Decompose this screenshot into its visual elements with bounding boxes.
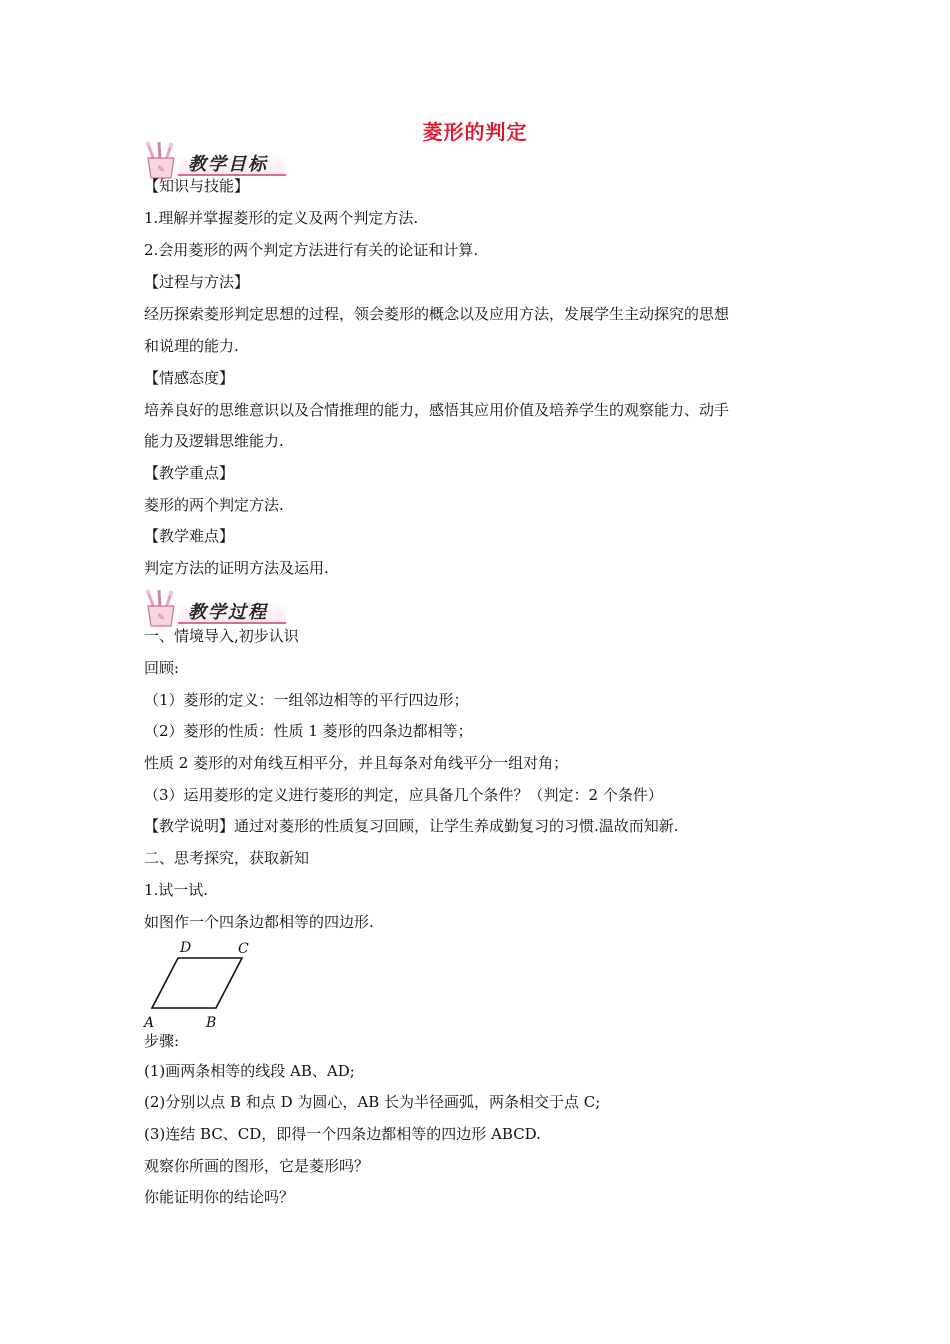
text-line: 能力及逻辑思维能力. — [144, 432, 284, 450]
text-line: 经历探索菱形判定思想的过程，领会菱形的概念以及应用方法，发展学生主动探究的思想 — [144, 305, 730, 323]
vertex-label-a: A — [144, 1015, 155, 1031]
text-line: (2)分别以点 B 和点 D 为圆心，AB 长为半径画弧，两条相交于点 C; — [144, 1093, 601, 1111]
text-line: （3）运用菱形的定义进行菱形的判定，应具备几个条件？（判定：2 个条件） — [144, 786, 663, 804]
text-line: 1.理解并掌握菱形的定义及两个判定方法. — [144, 209, 419, 227]
text-line: (3)连结 BC、CD，即得一个四条边都相等的四边形 ABCD. — [144, 1125, 541, 1143]
text-line: (1)画两条相等的线段 AB、AD; — [144, 1062, 355, 1080]
rhombus-outline — [152, 958, 242, 1008]
section-heading: 二、思考探究，获取新知 — [144, 849, 310, 867]
section-heading: 【情感态度】 — [144, 369, 235, 387]
rhombus-figure — [140, 936, 260, 1036]
section-heading: 【教学重点】 — [144, 464, 235, 482]
text-line: 和说理的能力. — [144, 337, 239, 355]
section-heading: 【教学难点】 — [144, 527, 235, 545]
vertex-label-b: B — [206, 1015, 217, 1031]
text-line: 你能证明你的结论吗？ — [144, 1188, 295, 1206]
text-line: 步骤: — [144, 1032, 180, 1050]
text-line: （2）菱形的性质：性质 1 菱形的四条边都相等； — [144, 722, 473, 740]
text-line: 性质 2 菱形的对角线互相平分，并且每条对角线平分一组对角； — [144, 754, 569, 772]
pencil-pot-icon — [140, 140, 186, 180]
text-line: 2.会用菱形的两个判定方法进行有关的论证和计算. — [144, 241, 479, 259]
text-line: 【教学说明】通过对菱形的性质复习回顾，让学生养成勤复习的习惯.温故而知新. — [144, 817, 679, 835]
text-line: （1）菱形的定义：一组邻边相等的平行四边形； — [144, 691, 469, 709]
text-line: 1.试一试. — [144, 881, 209, 899]
text-line: 菱形的两个判定方法. — [144, 496, 284, 514]
text-line: 培养良好的思维意识以及合情推理的能力，感悟其应用价值及培养学生的观察能力、动手 — [144, 401, 730, 419]
text-line: 如图作一个四条边都相等的四边形. — [144, 913, 374, 931]
section-heading: 一、情境导入,初步认识 — [144, 627, 299, 645]
vertex-label-d: D — [180, 940, 192, 956]
text-line: 判定方法的证明方法及运用. — [144, 559, 329, 577]
banner-label: 教学目标 — [188, 154, 268, 175]
section-heading: 【知识与技能】 — [144, 177, 250, 195]
svg-text:✎: ✎ — [157, 165, 165, 175]
pencil-pot-icon — [140, 588, 186, 628]
text-line: 观察你所画的图形，它是菱形吗？ — [144, 1157, 370, 1175]
page-title: 菱形的判定 — [422, 120, 528, 144]
vertex-label-c: C — [238, 941, 249, 957]
text-line: 回顾: — [144, 659, 180, 677]
svg-text:✎: ✎ — [157, 613, 165, 623]
section-heading: 【过程与方法】 — [144, 273, 250, 291]
banner-label: 教学过程 — [188, 602, 268, 623]
process-banner — [140, 588, 290, 628]
objectives-banner — [140, 140, 290, 180]
